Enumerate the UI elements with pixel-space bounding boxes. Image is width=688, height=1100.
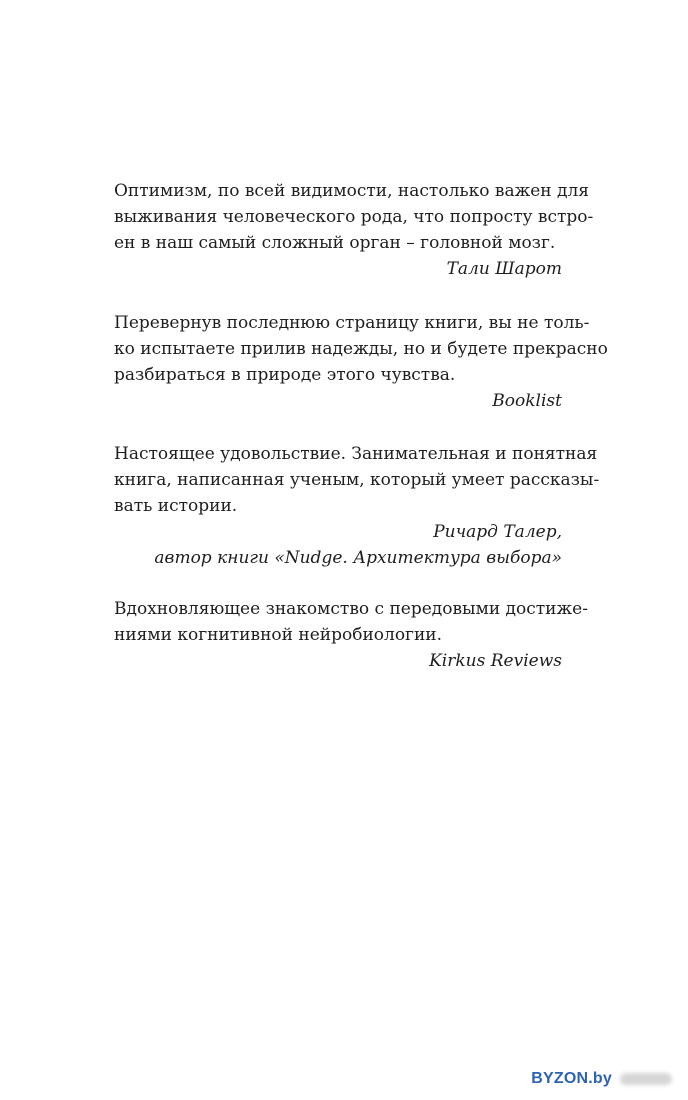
quote-line: вать истории. — [114, 496, 238, 516]
quote-line: ко испытаете прилив надежды, но и будете прекрасно — [114, 339, 608, 359]
quote-line: книга, написанная ученым, который умеет рассказы- — [114, 470, 600, 490]
quote-kirkus — [114, 596, 588, 674]
watermark-blur — [620, 1073, 672, 1085]
quote-line: Перевернув последнюю страницу книги, вы не толь- — [114, 313, 590, 333]
quote-attribution: Booklist — [492, 391, 562, 411]
quote-booklist — [114, 310, 608, 414]
quote-line: Оптимизм, по всей видимости, настолько важен для — [114, 181, 590, 201]
quote-attribution: Тали Шарот — [446, 259, 562, 279]
quote-line: ниями когнитивной нейробиологии. — [114, 625, 443, 645]
quote-attribution: Kirkus Reviews — [429, 651, 562, 671]
quote-line: Настоящее удовольствие. Занимательная и понятная — [114, 444, 598, 464]
quote-line: ен в наш самый сложный орган – головной мозг. — [114, 233, 556, 253]
quote-line: Вдохновляющее знакомство с передовыми достиже- — [114, 599, 588, 619]
watermark — [531, 1068, 672, 1090]
quote-optimism — [114, 178, 594, 282]
watermark-text: BYZON.by — [531, 1070, 612, 1087]
quote-line: разбираться в природе этого чувства. — [114, 365, 456, 385]
quote-thaler — [114, 441, 600, 571]
quote-line: выживания человеческого рода, что попросту встро- — [114, 207, 594, 227]
quote-attribution-subtitle: автор книги «Nudge. Архитектура выбора» — [154, 548, 562, 568]
quote-attribution: Ричард Талер, — [433, 522, 562, 542]
